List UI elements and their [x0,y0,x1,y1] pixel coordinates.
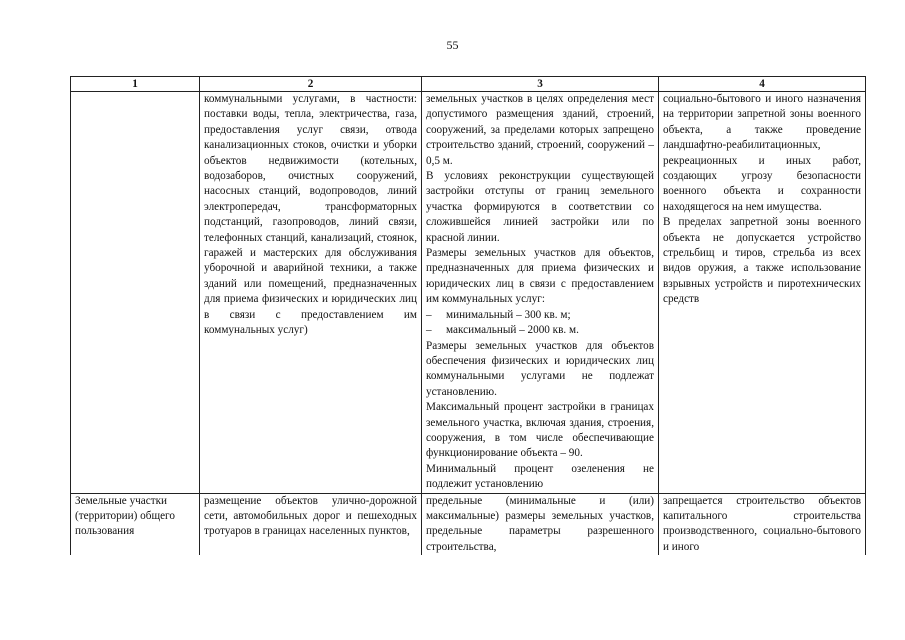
list-item [426,308,654,323]
zone-name-cell [71,92,200,494]
parameters-paragraph: Размеры земельных участков для объектов обеспечения физических и юридических лиц коммунальными услугами не подлежат установлению. [426,339,654,398]
dash-bullet: – [426,308,432,321]
parameters-paragraph: земельных участков в целях определения мест допустимого размещения зданий, строений, сооружений, за пределами которых запрещено строительство зданий, строений, сооружений – 0,5 м. [426,93,654,167]
column-header-2: 2 [200,77,422,92]
page-number: 55 [446,38,459,52]
parameters-cell: предельные (минимальные и (или) максимальные) размеры земельных участков, предельные параметры разрешенного строительства, [422,493,659,555]
regulations-table [70,76,866,555]
parameters-paragraph: Размеры земельных участков для объектов, предназначенных для приема физических и юридических лиц в связи с предоставлением им коммунальных услуг: [426,247,654,306]
permitted-use-cell [200,92,422,494]
restrictions-paragraph: социально-бытового и иного назначения на территории запретной зоны военного объекта, а также проведение ландшафтно-реабилитационных, [663,93,861,152]
table-row [71,92,866,494]
dash-bullet: – [426,324,432,337]
table-row [71,493,866,555]
parameters-paragraph: В условиях реконструкции существующей застройки отступы от границ земельного участка формируются в соответствии со сложившейся линией застройки или по красной линии. [426,170,654,244]
list-item-text: максимальный – 2000 кв. м. [446,324,579,337]
permitted-use-cell: размещение объектов улично-дорожной сети, автомобильных дорог и пешеходных тротуаров в границах населенных пунктов, [200,493,422,555]
table-header-row [71,77,866,92]
restrictions-paragraph: В пределах запретной зоны военного объекта не допускается устройство стрельбищ и тиров, стрельба из всех видов оружия, а также использование взрывных устройств и пиротехнических средств [663,216,861,306]
restrictions-cell: запрещается строительство объектов капитального строительства производственного, социально-бытового и иного [659,493,866,555]
permitted-use-text: коммунальными услугами, в частности: поставки воды, тепла, электричества, газа, предоставления услуг связи, отвода канализационных стоков, очистки и уборки объектов недвижимости (котельных, водозаборов, очистных сооружений, насосных станций, водопроводов, линий электропередач, трансформаторных подстанций, газопроводов, линий связи, телефонных станций, канализаций, стоянок, гаражей и мастерских для обслуживания уборочной и аварийной техники, а также зданий или помещений, предназначенных для приема физических и юридических лиц в связи с предоставлением им коммунальных услуг) [204,93,417,337]
parameters-cell [422,92,659,494]
parameters-paragraph: Минимальный процент озеленения не подлежит установлению [426,462,654,491]
column-header-4: 4 [659,77,866,92]
column-header-3: 3 [422,77,659,92]
restrictions-paragraph: рекреационных и иных работ, создающих угрозу безопасности военного объекта и сохранности находящегося на нем имущества. [663,154,861,213]
list-item-text: минимальный – 300 кв. м; [446,308,571,321]
restrictions-cell [659,92,866,494]
list-item [426,323,654,338]
column-header-1: 1 [71,77,200,92]
parameters-paragraph: Максимальный процент застройки в границах земельного участка, включая здания, строения, сооружения, в том числе обеспечивающие функционирование объекта – 90. [426,401,654,460]
zone-name-cell: Земельные участки (территории) общего пользования [71,493,200,555]
